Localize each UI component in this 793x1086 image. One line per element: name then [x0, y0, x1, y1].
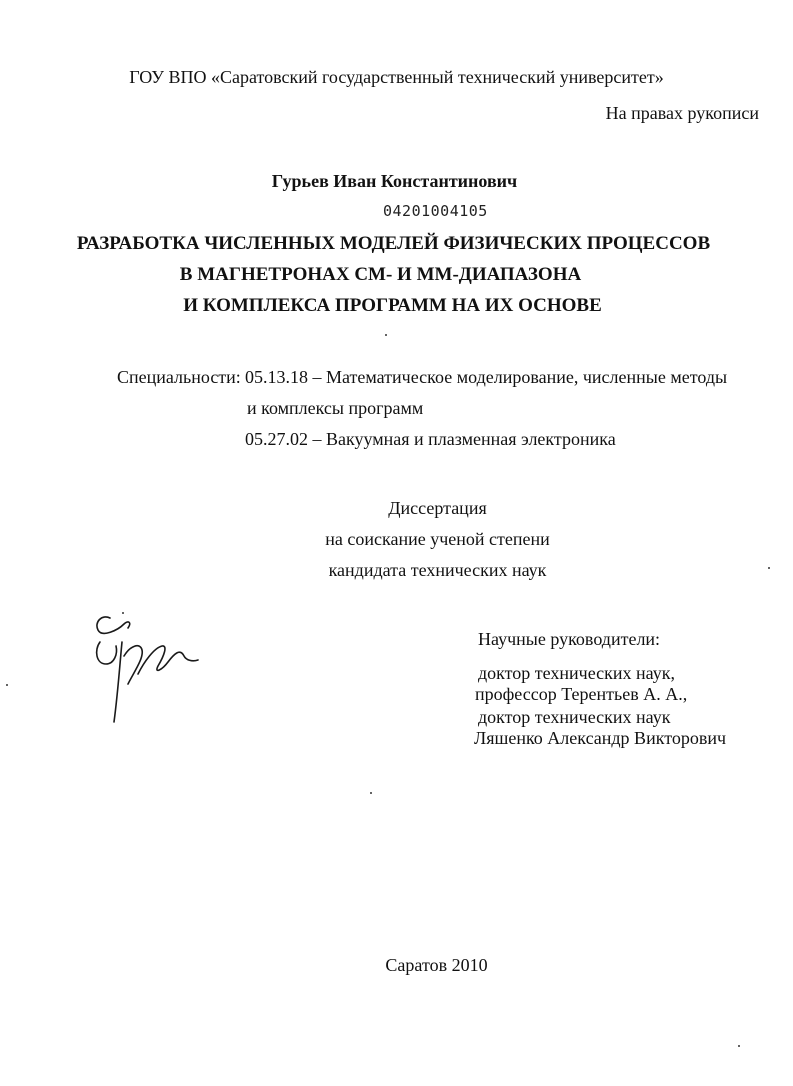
- supervisor-line-4: Ляшенко Александр Викторович: [474, 728, 727, 748]
- title-line-2: В МАГНЕТРОНАХ СМ- И ММ-ДИАПАЗОНА: [179, 264, 582, 285]
- city-year: Саратов 2010: [385, 955, 488, 975]
- specialties-label: Специальности:: [117, 367, 241, 387]
- supervisors-heading: Научные руководители:: [478, 629, 661, 649]
- supervisor-line-1: доктор технических наук,: [478, 663, 675, 683]
- degree-line-1: Диссертация: [388, 498, 487, 518]
- specialty-1-line-2: и комплексы программ: [247, 398, 424, 418]
- handwritten-signature: [88, 612, 203, 732]
- title-line-3: И КОМПЛЕКСА ПРОГРАММ НА ИХ ОСНОВЕ: [183, 295, 602, 316]
- speck: [768, 567, 770, 569]
- rights-note: На правах рукописи: [605, 103, 759, 123]
- institution-header: ГОУ ВПО «Саратовский государственный технический университет»: [129, 67, 664, 87]
- supervisor-line-2: профессор Терентьев А. А.,: [475, 684, 688, 704]
- specialty-1-line-1: 05.13.18 – Математическое моделирование, численные методы: [245, 367, 728, 387]
- speck: [6, 684, 8, 686]
- speck: [370, 792, 372, 794]
- degree-line-2: на соискание ученой степени: [325, 529, 550, 549]
- specialty-2: 05.27.02 – Вакуумная и плазменная электроника: [245, 429, 616, 449]
- registration-number: 04201004105: [383, 202, 488, 220]
- speck: [385, 334, 387, 336]
- author-name: Гурьев Иван Константинович: [271, 171, 518, 191]
- speck: [122, 612, 124, 614]
- degree-line-3: кандидата технических наук: [328, 560, 547, 580]
- supervisor-line-3: доктор технических наук: [478, 707, 671, 727]
- title-line-1: РАЗРАБОТКА ЧИСЛЕННЫХ МОДЕЛЕЙ ФИЗИЧЕСКИХ ПРОЦЕССОВ: [76, 233, 711, 254]
- speck: [738, 1045, 740, 1047]
